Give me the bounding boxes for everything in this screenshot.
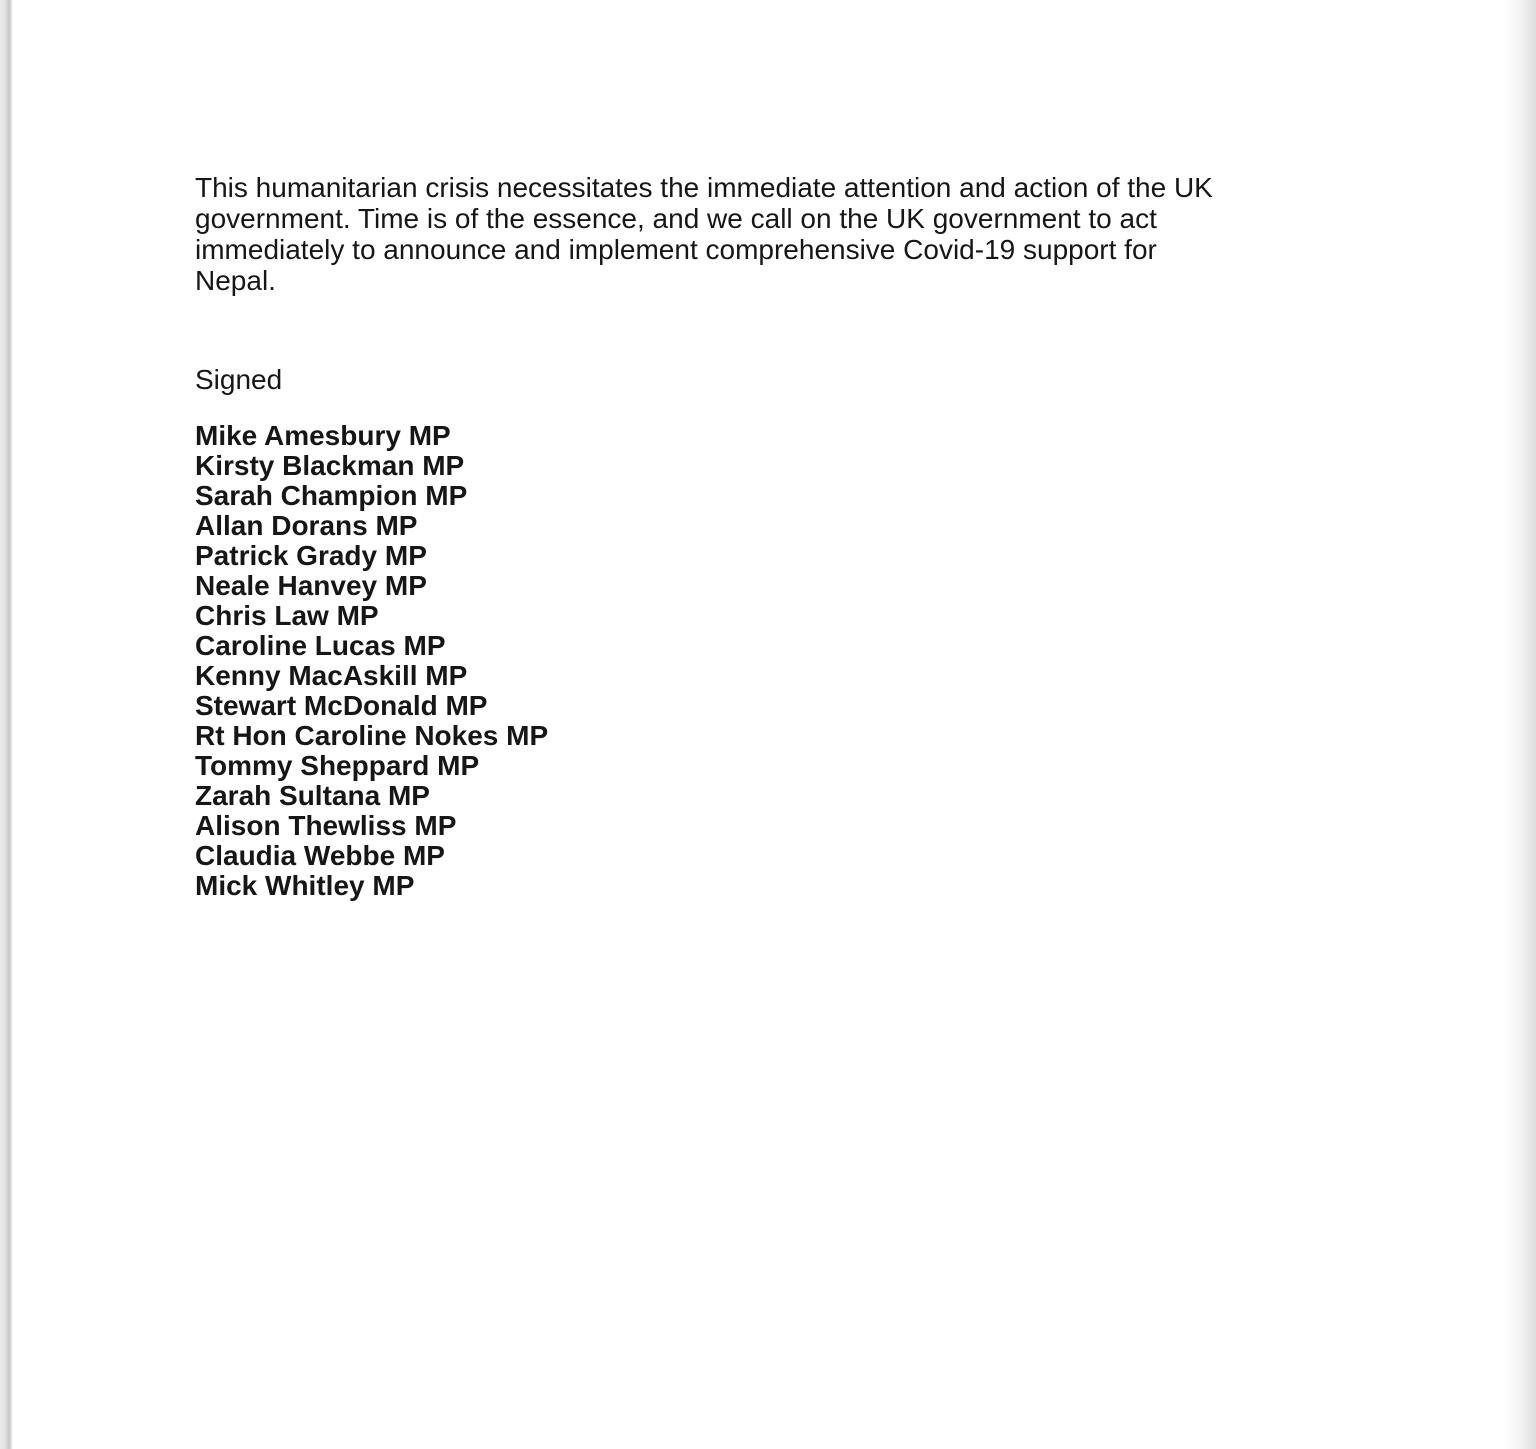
paragraph-line: government. Time is of the essence, and we call on the UK government to act <box>195 203 1157 234</box>
page-right-edge-shadow <box>1504 0 1536 1449</box>
signatories-list <box>195 421 1395 901</box>
paragraph-line: This humanitarian crisis necessitates the immediate attention and action of the UK <box>195 172 1213 203</box>
signatory-name: Alison Thewliss MP <box>195 810 457 841</box>
signatory-name: Mick Whitley MP <box>195 870 415 901</box>
signed-label: Signed <box>195 364 283 395</box>
signatory-name: Patrick Grady MP <box>195 540 427 571</box>
signatory-name: Kenny MacAskill MP <box>195 660 468 691</box>
signatory-name: Caroline Lucas MP <box>195 630 446 661</box>
letter-content <box>195 172 1395 901</box>
signatory-name: Kirsty Blackman MP <box>195 450 465 481</box>
closing-paragraph <box>195 172 1395 296</box>
paragraph-line: immediately to announce and implement comprehensive Covid-19 support for <box>195 234 1157 265</box>
signatory-name: Rt Hon Caroline Nokes MP <box>195 720 549 751</box>
signatory-name: Tommy Sheppard MP <box>195 750 480 781</box>
signatory-name: Mike Amesbury MP <box>195 420 451 451</box>
signatory-name: Stewart McDonald MP <box>195 690 488 721</box>
signatory-name: Sarah Champion MP <box>195 480 468 511</box>
signatory-name: Claudia Webbe MP <box>195 840 445 871</box>
paragraph-line: Nepal. <box>195 265 276 296</box>
page-left-edge-shadow <box>0 0 13 1449</box>
signatory-name: Zarah Sultana MP <box>195 780 430 811</box>
signatory-name: Neale Hanvey MP <box>195 570 427 601</box>
signatory-name: Chris Law MP <box>195 600 379 631</box>
signatory-name: Allan Dorans MP <box>195 510 418 541</box>
